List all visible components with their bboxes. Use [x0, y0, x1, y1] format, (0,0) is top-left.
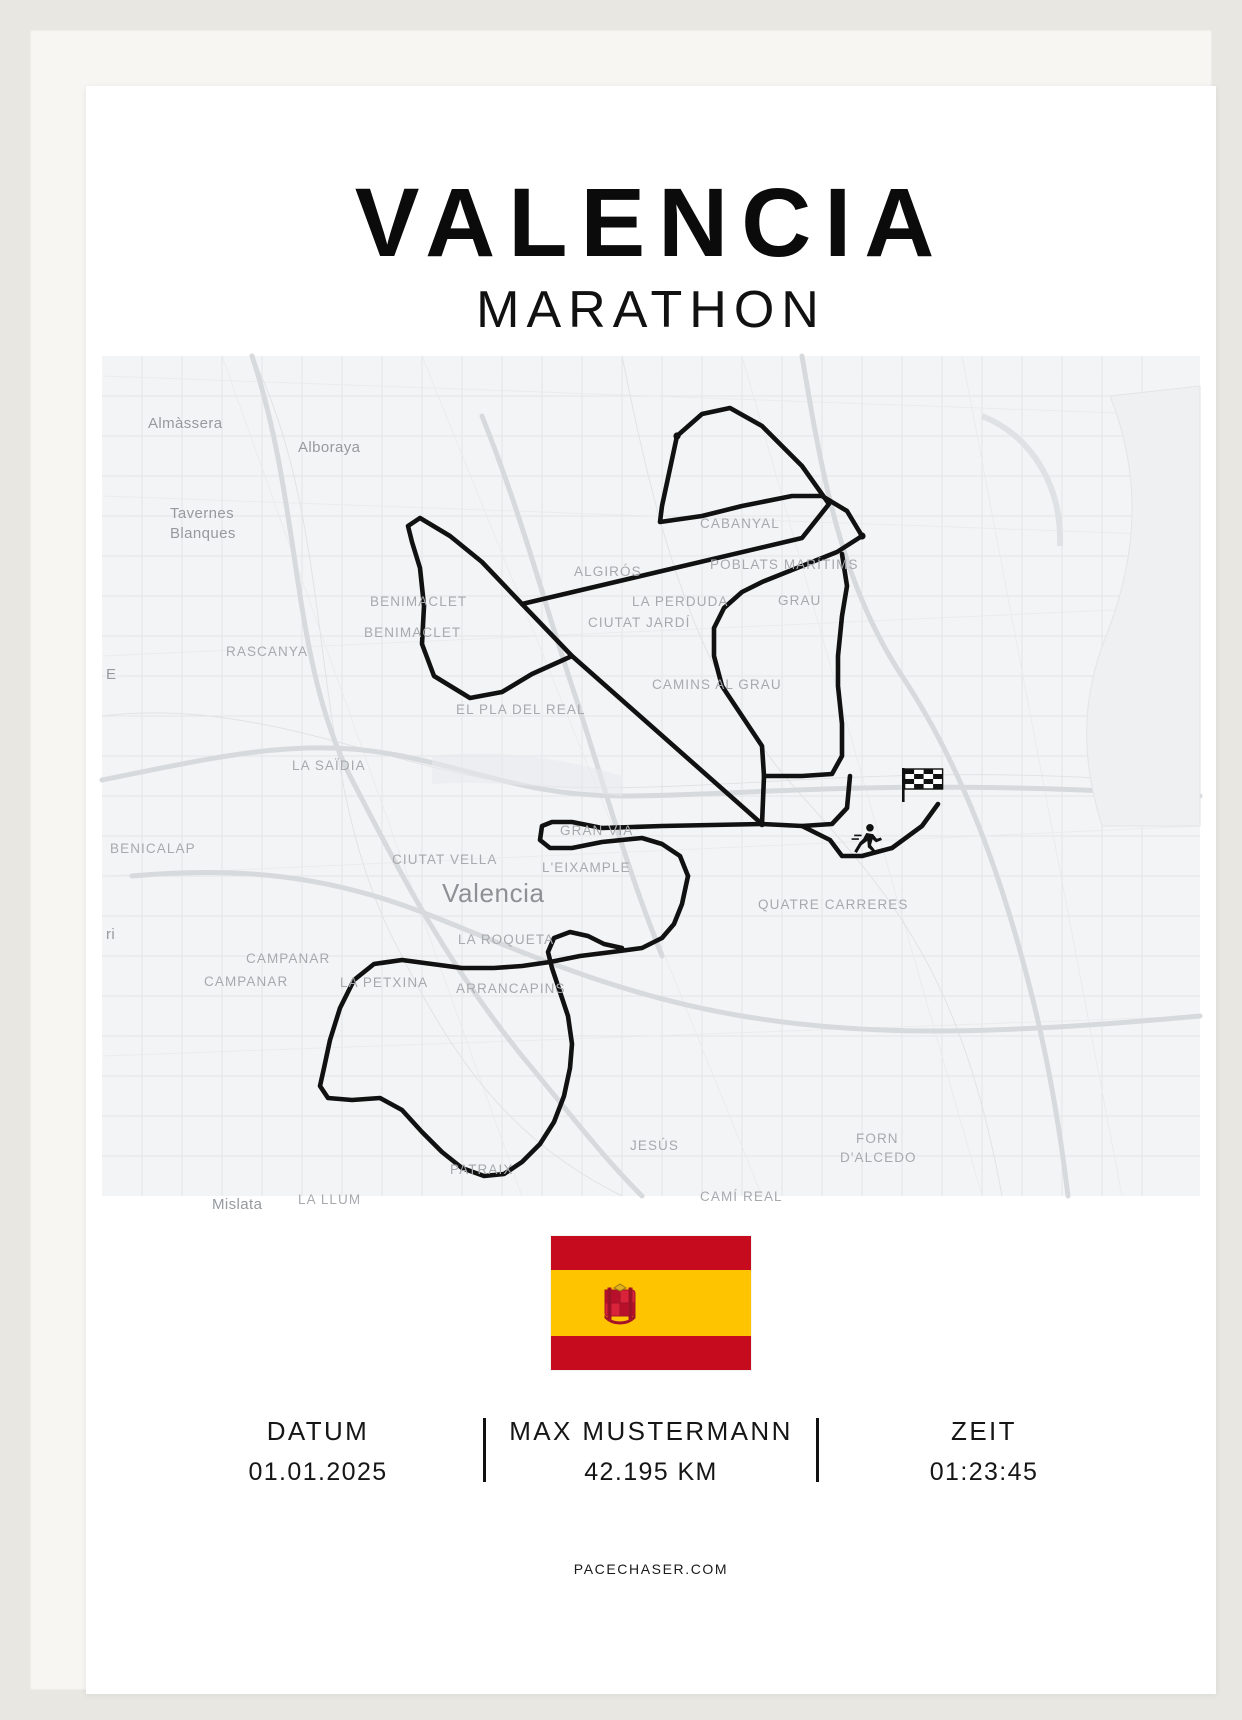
map-district-label: L'EIXAMPLE: [542, 860, 631, 875]
stat-value: 01.01.2025: [248, 1458, 388, 1486]
coat-of-arms-icon: [599, 1282, 641, 1328]
stats-row: [86, 1416, 1216, 1487]
map-district-label: BENIMACLET: [364, 625, 462, 640]
map-town-label: Tavernes: [170, 505, 235, 522]
map-district-label: CAMINS AL GRAU: [652, 677, 782, 692]
map-district-label: POBLATS MARÍTIMS: [710, 557, 859, 572]
credit-text: PACECHASER.COM: [573, 1561, 729, 1577]
map-district-label: GRAN VIA: [560, 823, 634, 838]
stat-time: [841, 1416, 1127, 1487]
map-town-label: Almàssera: [148, 415, 223, 432]
map-district-label: LA SAÏDIA: [292, 758, 366, 773]
stat-label: DATUM: [266, 1416, 370, 1446]
map-district-label: ARRANCAPINS: [456, 981, 566, 996]
stat-label: ZEIT: [951, 1416, 1017, 1446]
stat-divider: [483, 1418, 486, 1482]
flag-band-yellow: [551, 1270, 751, 1336]
map-district-label: CIUTAT JARDÍ: [588, 615, 691, 630]
map-svg: [102, 356, 1200, 1213]
map-district-label: GRAU: [778, 593, 822, 608]
map-district-label: CIUTAT VELLA: [392, 852, 498, 867]
map-district-label: BENICALAP: [110, 841, 196, 856]
map-district-label: ALGIRÓS: [574, 564, 642, 579]
map-district-label: BENIMACLET: [370, 594, 468, 609]
flag-band-red-top: [551, 1236, 751, 1270]
map-town-label: Blanques: [170, 525, 236, 542]
poster-canvas: [86, 86, 1216, 1694]
spain-flag: [551, 1236, 751, 1370]
stat-label: MAX MUSTERMANN: [509, 1416, 793, 1446]
map-district-label: EL PLA DEL REAL: [456, 702, 586, 717]
map-district-label: LA ROQUETA: [458, 932, 555, 947]
stat-date: [175, 1416, 461, 1487]
map-district-label: CABANYAL: [700, 516, 780, 531]
map-district-label: CAMPANAR: [246, 951, 331, 966]
map-district-label: CAMÍ REAL: [700, 1189, 783, 1204]
map-district-label: PATRAIX: [450, 1162, 514, 1177]
stat-runner: [508, 1416, 794, 1487]
page-title: VALENCIA: [354, 168, 948, 277]
map-town-label: E: [106, 666, 117, 683]
map-district-label: CAMPANAR: [204, 974, 289, 989]
map-district-label: D'ALCEDO: [840, 1150, 917, 1165]
poster-mat: [30, 30, 1212, 1690]
stat-divider: [816, 1418, 819, 1482]
map-district-label: QUATRE CARRERES: [758, 897, 909, 912]
runner-icon: [848, 820, 884, 856]
map-district-label: JESÚS: [630, 1138, 680, 1153]
map-district-label: RASCANYA: [226, 644, 309, 659]
map-city-label: Valencia: [442, 878, 545, 908]
page-subtitle: MARATHON: [476, 281, 826, 339]
stat-value: 42.195 KM: [584, 1458, 718, 1486]
map-district-label: LA PETXINA: [340, 975, 429, 990]
map-district-label: LA PERDUDA: [632, 594, 729, 609]
map-town-label: Alboraya: [298, 439, 361, 456]
map-town-label: ri: [106, 926, 116, 943]
map-district-label: LA LLUM: [298, 1192, 362, 1207]
map-town-label: Mislata: [212, 1196, 263, 1213]
route-map[interactable]: [102, 356, 1200, 1213]
flag-band-red-bottom: [551, 1336, 751, 1370]
map-district-label: FORN: [856, 1131, 899, 1146]
stat-value: 01:23:45: [929, 1458, 1039, 1486]
